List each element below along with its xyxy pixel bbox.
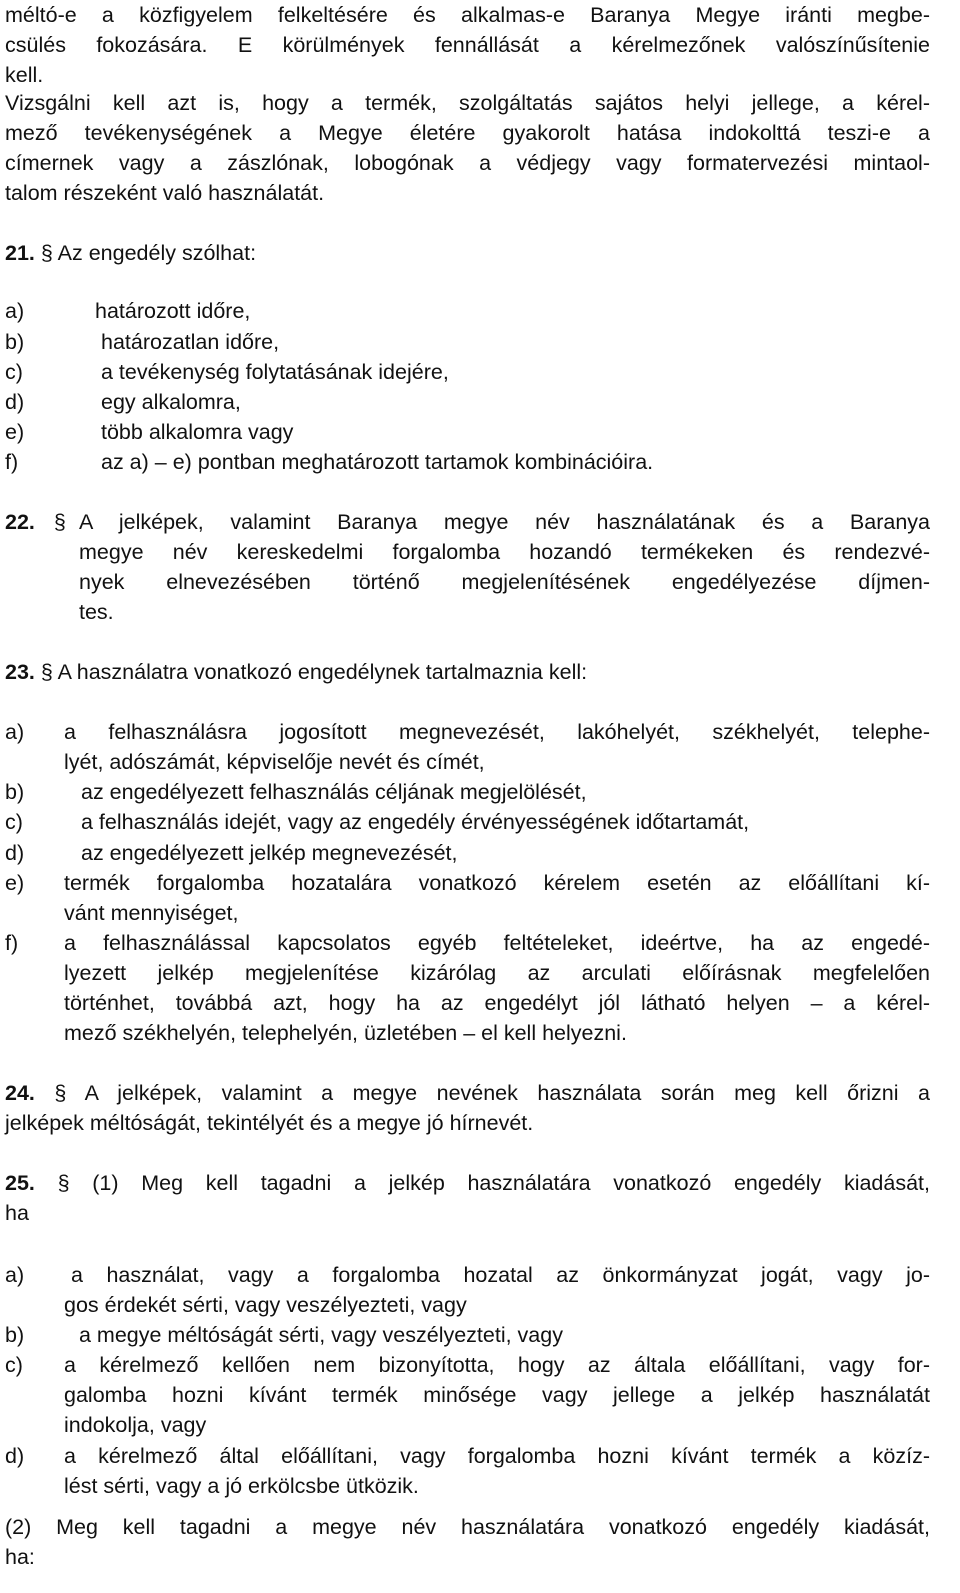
section-sign: § [54, 1081, 67, 1105]
list-label: a) [5, 1263, 25, 1287]
list-label: c) [5, 1353, 23, 1377]
intro-line-6: címernek vagy a zászlónak, lobogónak a védjegy vagy formatervezési mintaol- [5, 151, 930, 175]
list-item-line: a felhasználással kapcsolatos egyéb feltételeket, ideértve, ha az engedé- [64, 931, 930, 955]
list-item-line: lést sérti, vagy a jó erkölcsbe ütközik. [64, 1474, 419, 1498]
list-item: határozatlan időre, [101, 330, 280, 354]
intro-line-2: csülés fokozására. E körülmények fennállását a kérelmezőnek valószínűsítenie [5, 33, 930, 57]
list-item-line: galomba hozni kívánt termék minősége vagy jellege a jelkép használatát [64, 1383, 930, 1407]
intro-line-5: mező tevékenységének a Megye életére gyakorolt hatása indokolttá teszi-e a [5, 121, 930, 145]
section-23-heading [5, 657, 587, 687]
list-item-line: lyét, adószámát, képviselője nevét és címét, [64, 750, 485, 774]
intro-line-3: kell. [5, 63, 44, 87]
list-item-line: történhet, továbbá azt, hogy ha az engedélyt jól látható helyen – a kérel- [64, 991, 930, 1015]
list-label: a) [5, 299, 25, 323]
list-item: több alkalomra vagy [101, 420, 294, 444]
list-item-line: a kérelmező által előállítani, vagy forgalomba hozni kívánt termék a közíz- [64, 1444, 930, 1468]
section-22-line-3: nyek elnevezésében történő megjelenítésének engedélyezése díjmen- [79, 570, 930, 594]
list-item-line: az engedélyezett felhasználás céljának megjelölését, [81, 780, 587, 804]
intro-line-1: méltó-e a közfigyelem felkeltésére és alkalmas-e Baranya Megye iránti megbe- [5, 3, 930, 27]
section-number: 23. [5, 660, 35, 684]
list-label: f) [5, 450, 19, 474]
section-title: Az engedély szólhat: [57, 241, 257, 265]
section-title: A használatra vonatkozó engedélynek tartalmaznia kell: [57, 660, 588, 684]
list-item: az a) – e) pontban meghatározott tartamok kombinációira. [101, 450, 654, 474]
section-sign: § [40, 660, 53, 684]
section-25-para-2-line-1: (2) Meg kell tagadni a megye név használatára vonatkozó engedély kiadását, [5, 1515, 930, 1539]
list-item: a tevékenység folytatásának idejére, [101, 360, 449, 384]
section-25-line-1 [5, 1168, 930, 1198]
list-label: f) [5, 931, 19, 955]
list-item-line: az engedélyezett jelkép megnevezését, [81, 841, 458, 865]
list-item-line: vánt mennyiséget, [64, 901, 239, 925]
list-item-line: gos érdekét sérti, vagy veszélyezteti, vagy [64, 1293, 467, 1317]
list-label: d) [5, 841, 25, 865]
section-25-para-2-line-2: ha: [5, 1545, 35, 1569]
list-item-line: termék forgalomba hozatalára vonatkozó kérelem esetén az előállítani kí- [64, 871, 930, 895]
list-label: b) [5, 1323, 25, 1347]
section-sign: § [57, 1171, 70, 1195]
list-item-line: a felhasználásra jogosított megnevezését, lakóhelyét, székhelyét, telephe- [64, 720, 930, 744]
section-21-heading [5, 238, 256, 268]
list-item-line: a felhasználás idejét, vagy az engedély érvényességének időtartamát, [81, 810, 750, 834]
list-label: d) [5, 1444, 25, 1468]
list-label: e) [5, 871, 25, 895]
list-label: c) [5, 810, 23, 834]
list-label: d) [5, 390, 25, 414]
section-sign: § [40, 241, 53, 265]
list-label: b) [5, 780, 25, 804]
list-label: a) [5, 720, 25, 744]
section-number: 22. [5, 510, 35, 534]
list-item-line: lyezett jelkép megjelenítése kizárólag az arculati előírásnak megfelelően [64, 961, 930, 985]
list-item: egy alkalomra, [101, 390, 241, 414]
section-25-text-1: (1) Meg kell tagadni a jelkép használatára vonatkozó engedély kiadását, [92, 1171, 930, 1195]
section-sign: § [53, 510, 66, 534]
list-item-line: indokolja, vagy [64, 1413, 207, 1437]
section-24-line-2: jelképek méltóságát, tekintélyét és a megye jó hírnevét. [5, 1111, 534, 1135]
list-item-line: a használat, vagy a forgalomba hozatal az önkormányzat jogát, vagy jo- [71, 1263, 930, 1287]
section-22-line-4: tes. [79, 600, 114, 624]
list-label: e) [5, 420, 25, 444]
list-label: c) [5, 360, 23, 384]
section-22-line-2: megye név kereskedelmi forgalomba hozandó termékeken és rendezvé- [79, 540, 930, 564]
intro-line-4: Vizsgálni kell azt is, hogy a termék, szolgáltatás sajátos helyi jellege, a kérel- [5, 91, 930, 115]
intro-line-7: talom részeként való használatát. [5, 181, 325, 205]
section-25-line-2: ha [5, 1201, 29, 1225]
section-number: 24. [5, 1081, 35, 1105]
list-item: határozott időre, [95, 299, 251, 323]
section-number: 25. [5, 1171, 35, 1195]
list-item-line: mező székhelyén, telephelyén, üzletében – el kell helyezni. [64, 1021, 627, 1045]
list-item-line: a kérelmező kellően nem bizonyította, hogy az általa előállítani, vagy for- [64, 1353, 930, 1377]
section-24-line-1 [5, 1078, 930, 1108]
list-label: b) [5, 330, 25, 354]
section-number: 21. [5, 241, 35, 265]
section-22-line-1: A jelképek, valamint Baranya megye név használatának és a Baranya [79, 510, 930, 534]
list-item-line: a megye méltóságát sérti, vagy veszélyezteti, vagy [79, 1323, 563, 1347]
section-24-text-1: A jelképek, valamint a megye nevének használata során meg kell őrizni a [84, 1081, 930, 1105]
